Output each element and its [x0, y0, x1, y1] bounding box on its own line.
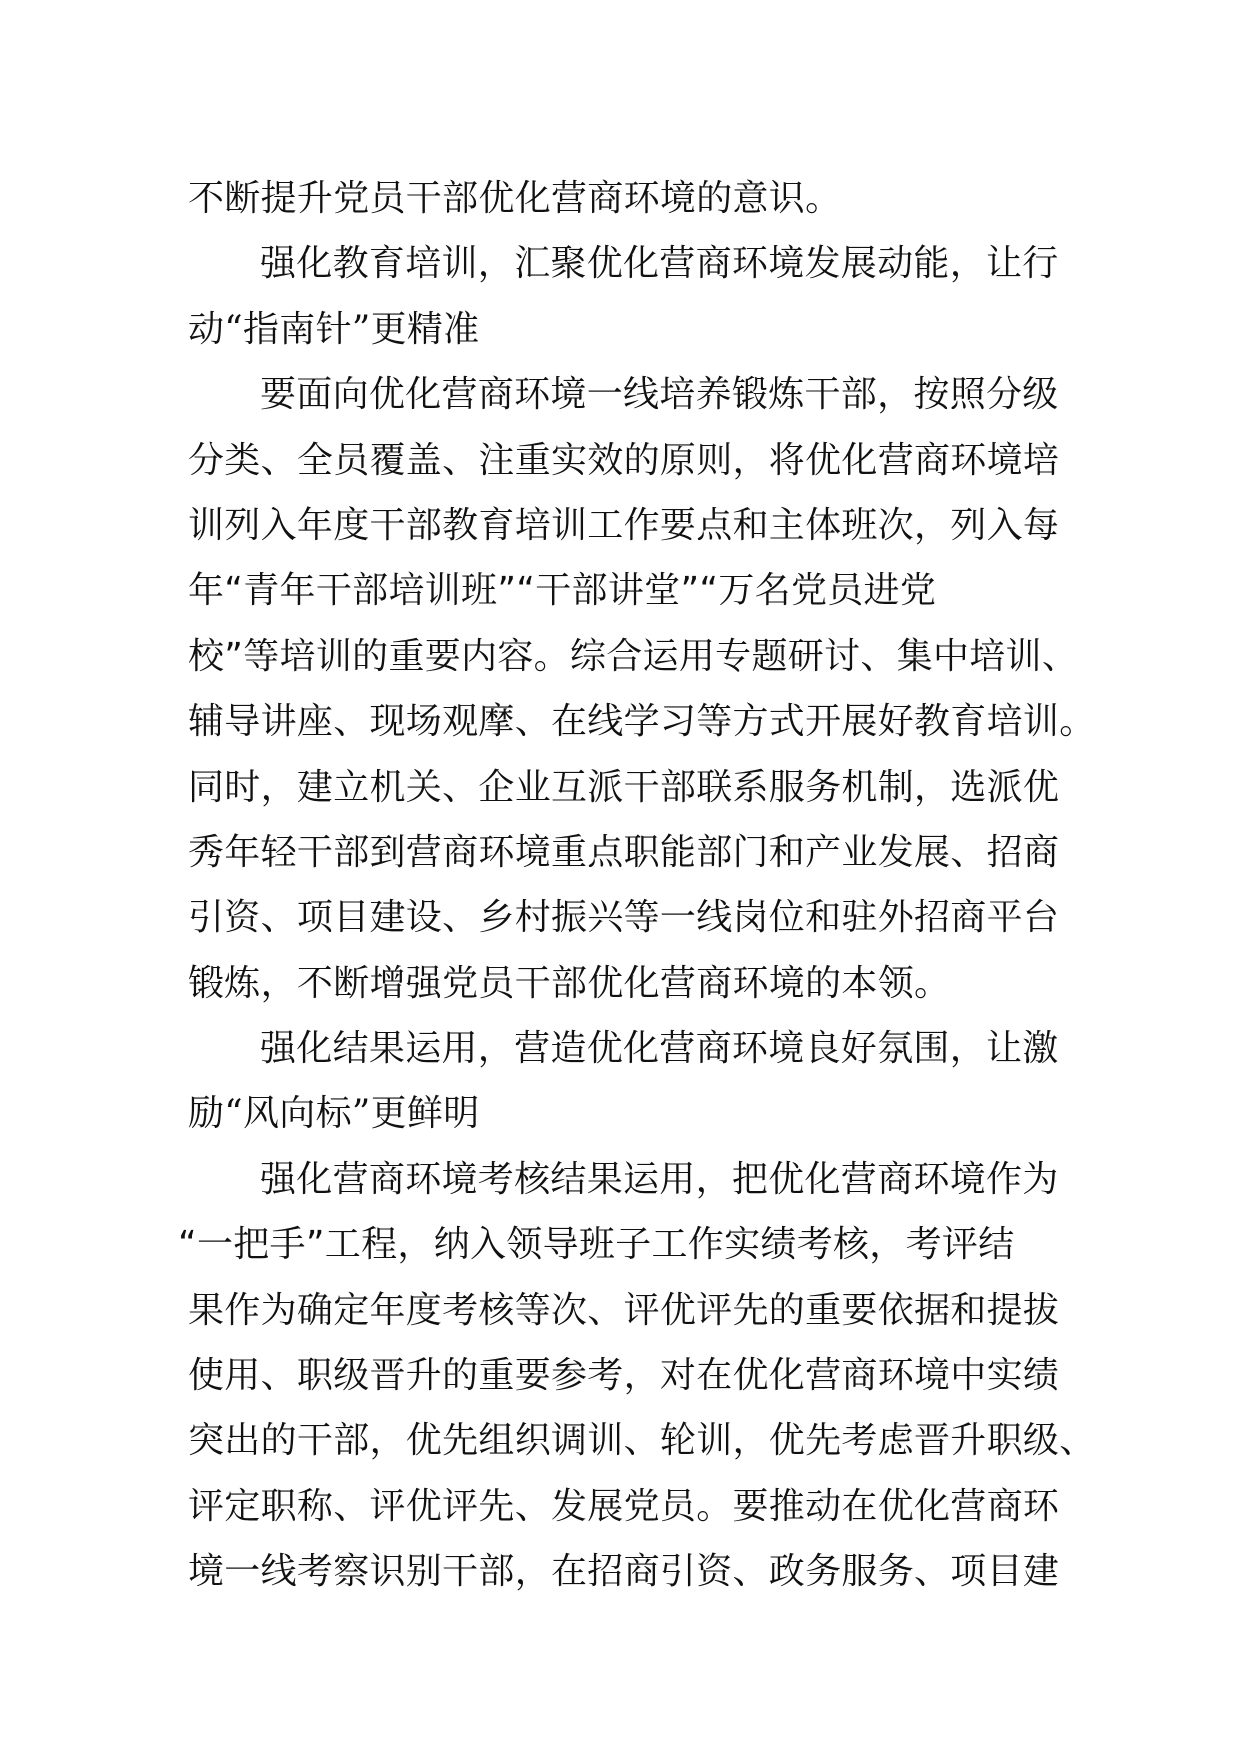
text-line: 锻炼，不断增强党员干部优化营商环境的本领。	[188, 962, 951, 1004]
text-line: 果作为确定年度考核等次、评优评先的重要依据和提拔	[188, 1289, 1060, 1331]
text-line: 校”等培训的重要内容。综合运用专题研讨、集中培训、	[188, 635, 1079, 677]
text-line: 要面向优化营商环境一线培养锻炼干部，按照分级	[260, 374, 1059, 416]
text-line: 境一线考察识别干部，在招商引资、政务服务、项目建	[188, 1551, 1060, 1593]
section-heading-line: 强化教育培训，汇聚优化营商环境发展动能，让行	[260, 243, 1059, 285]
text-line: 评定职称、评优评先、发展党员。要推动在优化营商环	[188, 1485, 1060, 1527]
text-line: 强化营商环境考核结果运用，把优化营商环境作为	[260, 1158, 1059, 1200]
section-heading-line: 励“风向标”更鲜明	[188, 1093, 480, 1135]
document-body	[178, 166, 1096, 1605]
text-line: 年“青年干部培训班”“干部讲堂”“万名党员进党	[188, 570, 937, 612]
text-line: 使用、职级晋升的重要参考，对在优化营商环境中实绩	[188, 1355, 1060, 1397]
section-heading-line: 强化结果运用，营造优化营商环境良好氛围，让激	[260, 1028, 1059, 1070]
text-line: 不断提升党员干部优化营商环境的意识。	[188, 178, 842, 219]
section-heading-line: 动“指南针”更精准	[188, 308, 480, 350]
text-line: 辅导讲座、现场观摩、在线学习等方式开展好教育培训。	[188, 701, 1096, 743]
text-line: 突出的干部，优先组织调训、轮训，优先考虑晋升职级、	[188, 1420, 1096, 1462]
text-line: 引资、项目建设、乡村振兴等一线岗位和驻外招商平台	[188, 897, 1060, 939]
text-line: 同时，建立机关、企业互派干部联系服务机制，选派优	[188, 766, 1060, 808]
text-line: 训列入年度干部教育培训工作要点和主体班次，列入每	[188, 504, 1060, 546]
text-line: 秀年轻干部到营商环境重点职能部门和产业发展、招商	[188, 831, 1060, 873]
text-line: “一把手”工程，纳入领导班子工作实绩考核，考评结	[178, 1224, 1015, 1266]
text-line: 分类、全员覆盖、注重实效的原则，将优化营商环境培	[188, 439, 1060, 481]
